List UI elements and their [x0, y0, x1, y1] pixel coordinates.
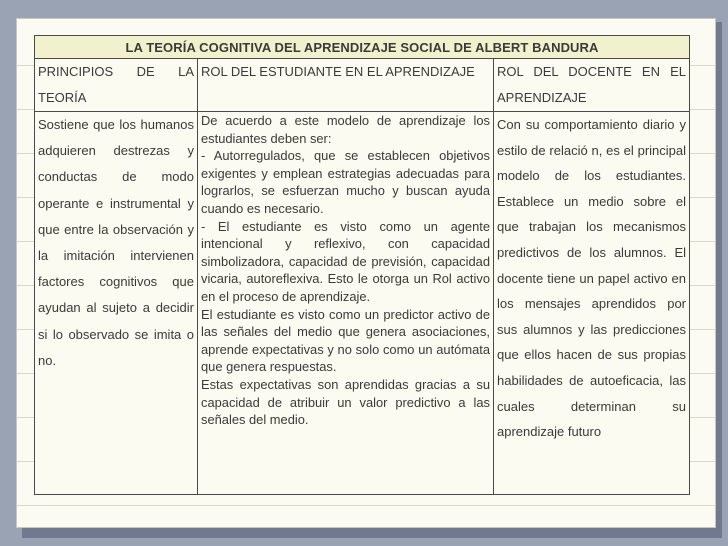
rol-estudiante-paragraph: De acuerdo a este modelo de aprendizaje los estudiantes deben ser:: [201, 113, 490, 146]
rol-estudiante-cell: [198, 112, 494, 495]
rol-estudiante-paragraph: El estudiante es visto como un predictor activo de las señales del medio que genera asociaciones, aprende expectativas y no solo como un autómata que genera respuestas.: [201, 306, 490, 375]
rol-estudiante-paragraph: - El estudiante es visto como un agente intencional y reflexivo, con capacidad simbolizadora, capacidad de previsión, capacidad vicaria, autoreflexiva. Esto le otorga un Rol activo en el proceso de aprendizaje.: [201, 218, 490, 304]
title-row: [35, 36, 690, 59]
rol-estudiante-paragraph: Estas expectativas son aprendidas gracias a su capacidad de atribuir un valor predictivo a las señales del medio.: [201, 376, 490, 428]
header-rol-estudiante: ROL DEL ESTUDIANTE EN EL APRENDIZAJE: [198, 59, 494, 112]
table-title: LA TEORÍA COGNITIVA DEL APRENDIZAJE SOCIAL DE ALBERT BANDURA: [35, 36, 690, 59]
header-rol-docente: ROL DEL DOCENTE EN EL APRENDIZAJE: [494, 59, 690, 112]
rol-docente-text: Con su comportamiento diario y estilo de relació n, es el principal modelo de los estudiantes. Establece un medio sobre el que trabajan los mecanismos predictivos de los alumnos. El docente tiene un papel activo en los mensajes aprendidos por sus alumnos y las predicciones que ellos hacen de sus propias habilidades de autoeficacia, las cuales determinan su aprendizaje futuro: [494, 112, 690, 495]
ruled-line: [17, 505, 715, 506]
rol-estudiante-paragraph: - Autorregulados, que se establecen objetivos exigentes y emplean estrategias adecuadas para lograrlos, se esfuerzan mucho y buscan ayuda cuando es necesario.: [201, 148, 490, 216]
bandura-table: [34, 35, 690, 495]
header-principios: PRINCIPIOS DE LA TEORÍA: [35, 59, 198, 112]
header-row: [35, 59, 690, 112]
principios-text: Sostiene que los humanos adquieren destrezas y conductas de modo operante e instrumental y que entre la observación y la imitación intervienen factores cognitivos que ayudan al sujeto a decidir si lo observado se imita o no.: [35, 112, 198, 495]
body-row: [35, 112, 690, 495]
